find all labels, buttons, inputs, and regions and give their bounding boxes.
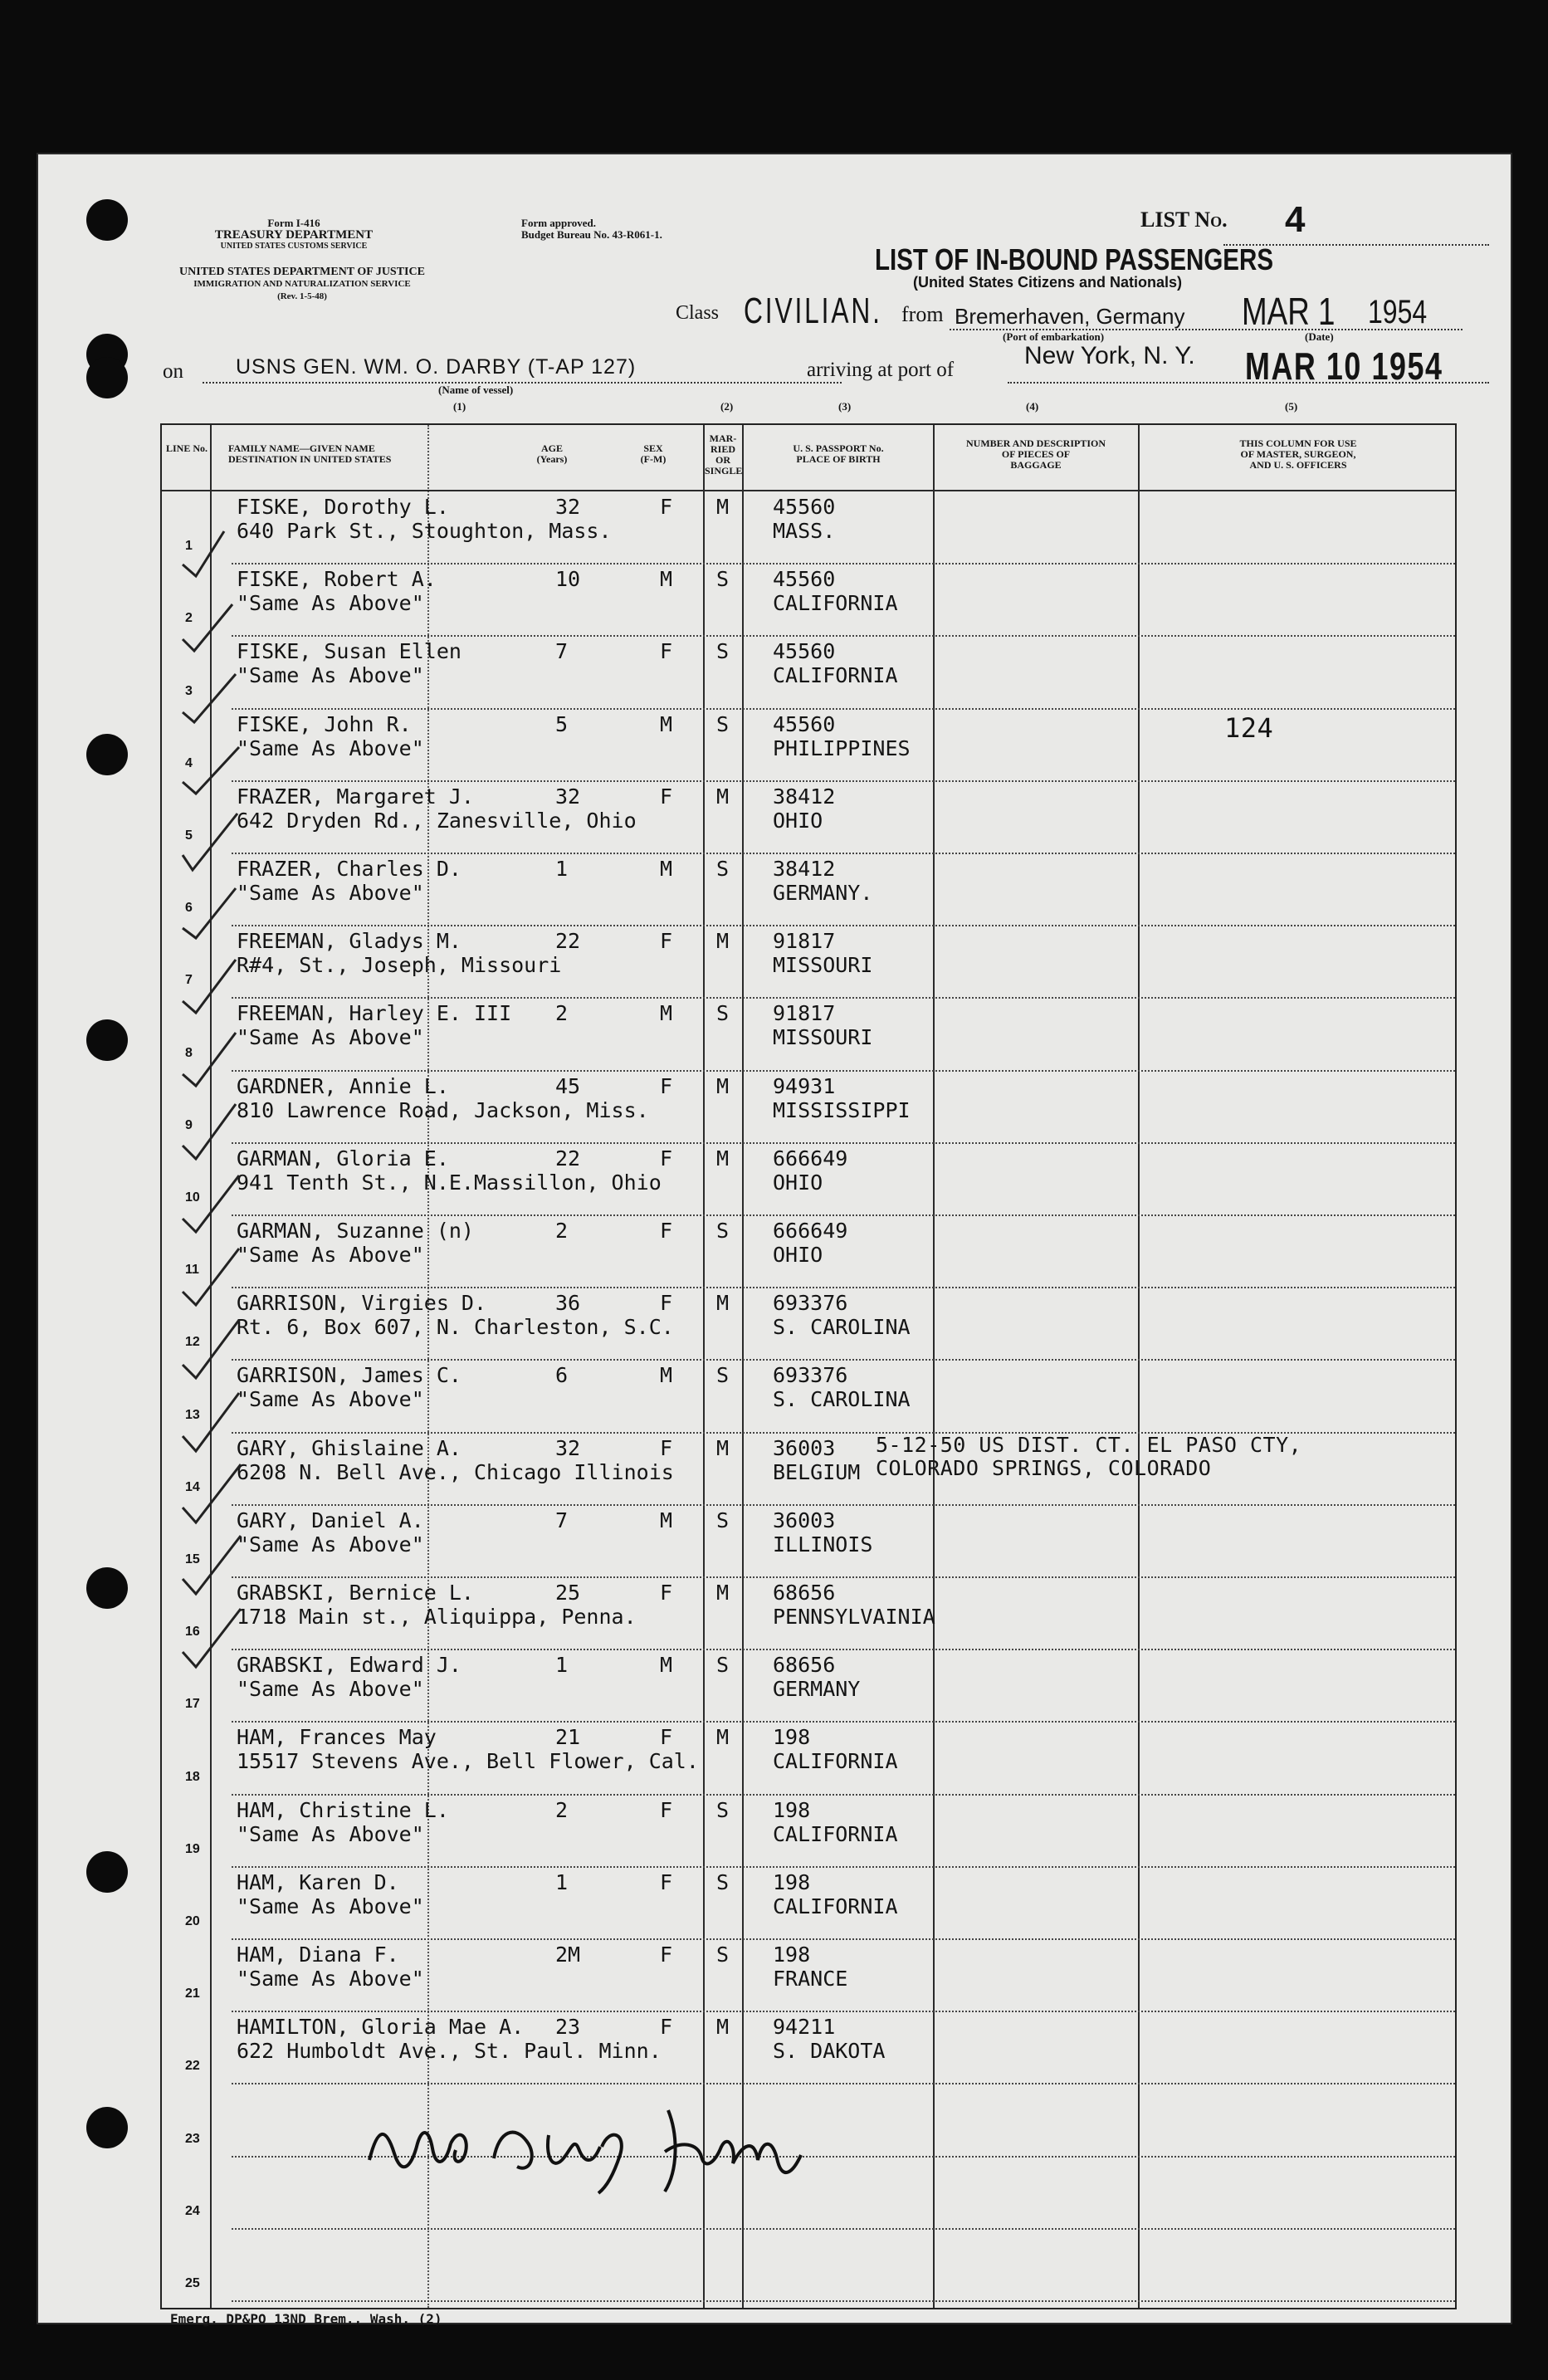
place-of-birth: FRANCE [773, 1967, 848, 1991]
table-row [162, 781, 1455, 853]
line-number: 11 [185, 1263, 199, 1278]
col-number-3: (3) [838, 400, 852, 413]
passenger-marital-status: S [716, 1508, 730, 1532]
passenger-name: HAM, Karen D. [237, 1869, 399, 1894]
binder-hole [86, 357, 128, 398]
treasury-dept: TREASURY DEPARTMENT [214, 228, 374, 242]
passport-number: 666649 [773, 1219, 848, 1243]
passenger-name: FISKE, Susan Ellen [237, 639, 461, 664]
place-of-birth: MASS. [773, 519, 836, 543]
passport-number: 91817 [773, 929, 836, 954]
form-agency-block [144, 217, 443, 252]
line-number: 19 [185, 1841, 200, 1856]
line-number: 21 [185, 1987, 200, 2001]
footer-note: Emerg. DP&PO 13ND Brem., Wash. (2) [170, 2311, 442, 2327]
passport-number: 198 [773, 1943, 811, 1967]
from-label: from [901, 302, 944, 326]
place-of-birth: S. DAKOTA [773, 2039, 886, 2064]
court-annotation-2: COLORADO SPRINGS, COLORADO [876, 1456, 1212, 1480]
place-of-birth: MISSISSIPPI [773, 1097, 911, 1122]
passenger-name: FREEMAN, Harley E. III [237, 1001, 512, 1026]
passenger-age: 25 [555, 1581, 581, 1605]
passenger-sex: M [660, 1653, 673, 1678]
table-row [162, 1071, 1455, 1143]
passport-number: 38412 [773, 784, 836, 809]
table-row [162, 1288, 1455, 1360]
passenger-marital-status: M [716, 1435, 730, 1460]
passenger-age: 32 [555, 495, 581, 519]
passenger-age: 10 [555, 567, 581, 592]
passenger-marital-status: S [716, 1943, 730, 1967]
passenger-destination: 15517 Stevens Ave., Bell Flower, Cal. [237, 1749, 699, 1774]
binder-hole [86, 1851, 128, 1893]
customs-service: UNITED STATES CUSTOMS SERVICE [220, 242, 368, 251]
passenger-marital-status: S [716, 1653, 730, 1678]
passenger-marital-status: M [716, 1146, 730, 1170]
passenger-name: GARMAN, Gloria E. [237, 1146, 449, 1170]
passenger-marital-status: M [716, 784, 730, 809]
page-title: LIST OF IN-BOUND PASSENGERS [875, 242, 1274, 276]
passenger-marital-status: S [716, 1219, 730, 1243]
arriving-label: arriving at port of [807, 359, 955, 381]
vessel-underline [203, 382, 842, 384]
place-of-birth: CALIFORNIA [773, 1749, 898, 1774]
passenger-marital-status: S [716, 639, 730, 664]
place-of-birth: MISSOURI [773, 953, 873, 978]
passenger-name: GARDNER, Annie L. [237, 1073, 449, 1098]
place-of-birth: OHIO [773, 1243, 823, 1267]
passenger-destination: "Same As Above" [237, 736, 424, 760]
passenger-sex: F [660, 1943, 673, 1967]
passenger-age: 7 [555, 639, 569, 664]
on-label: on [163, 360, 183, 383]
place-of-birth: ILLINOIS [773, 1532, 873, 1557]
passenger-age: 7 [555, 1508, 569, 1532]
row-rule [232, 2300, 1455, 2302]
passenger-name: FRAZER, Charles D. [237, 857, 461, 881]
line-number: 16 [185, 1625, 200, 1640]
line-number: 4 [185, 755, 193, 770]
passenger-age: 2 [555, 1219, 569, 1243]
form-number: Form I-416 [267, 217, 320, 229]
arrival-port: New York, N. Y. [1024, 342, 1195, 369]
table-row [162, 1867, 1455, 1939]
table-row [162, 1143, 1455, 1215]
table-row [162, 636, 1455, 708]
budget-bureau: Budget Bureau No. 43-R061-1. [521, 228, 662, 241]
passenger-destination: 6208 N. Bell Ave., Chicago Illinois [237, 1459, 674, 1484]
passenger-destination: 941 Tenth St., N.E.Massillon, Ohio [237, 1170, 662, 1195]
place-of-birth: S. CAROLINA [773, 1387, 911, 1412]
passenger-destination: 810 Lawrence Road, Jackson, Miss. [237, 1097, 649, 1122]
passenger-age: 1 [555, 857, 569, 881]
passenger-name: GRABSKI, Edward J. [237, 1653, 461, 1678]
list-no-label: LIST No. [1140, 208, 1228, 232]
passenger-destination: "Same As Above" [237, 881, 424, 905]
table-row [162, 491, 1455, 564]
table-row [162, 2229, 1455, 2301]
passenger-sex: F [660, 1435, 673, 1460]
passenger-destination: "Same As Above" [237, 663, 424, 688]
passport-number: 666649 [773, 1146, 848, 1170]
table-row [162, 2011, 1455, 2084]
line-number: 15 [185, 1552, 200, 1566]
passenger-age: 22 [555, 929, 581, 954]
place-of-birth: GERMANY. [773, 881, 873, 905]
passenger-destination: Rt. 6, Box 607, N. Charleston, S.C. [237, 1315, 674, 1340]
table-row [162, 1505, 1455, 1577]
table-row [162, 1360, 1455, 1432]
passenger-destination: "Same As Above" [237, 1243, 424, 1267]
line-number: 8 [185, 1045, 193, 1060]
line-number: 24 [185, 2203, 200, 2218]
col-number-5: (5) [1285, 400, 1298, 413]
line-number: 5 [185, 828, 193, 843]
line-number: 20 [185, 1913, 200, 1928]
passenger-destination: "Same As Above" [237, 1821, 424, 1846]
passport-number: 45560 [773, 495, 836, 519]
passport-number: 45560 [773, 711, 836, 736]
passenger-name: GRABSKI, Bernice L. [237, 1581, 474, 1605]
table-row [162, 1577, 1455, 1649]
passenger-marital-status: M [716, 495, 730, 519]
passenger-name: FISKE, Dorothy L. [237, 495, 449, 519]
passenger-marital-status: M [716, 1581, 730, 1605]
line-number: 9 [185, 1117, 193, 1132]
passenger-sex: M [660, 567, 673, 592]
passport-number: 693376 [773, 1291, 848, 1316]
line-number: 13 [185, 1407, 200, 1422]
line-number: 14 [185, 1479, 200, 1494]
passenger-marital-status: M [716, 1725, 730, 1750]
passenger-name: FISKE, Robert A. [237, 567, 437, 592]
passenger-sex: M [660, 857, 673, 881]
passenger-destination: R#4, St., Joseph, Missouri [237, 953, 562, 978]
binder-hole [86, 734, 128, 775]
line-number: 17 [185, 1697, 200, 1712]
passenger-destination: 622 Humboldt Ave., St. Paul. Minn. [237, 2039, 662, 2064]
officer-note: 124 [1224, 712, 1274, 744]
class-label: Class [676, 302, 720, 324]
passenger-name: GARMAN, Suzanne (n) [237, 1219, 474, 1243]
line-number: 10 [185, 1190, 200, 1205]
passenger-destination: 640 Park St., Stoughton, Mass. [237, 519, 612, 543]
passport-number: 68656 [773, 1581, 836, 1605]
passenger-marital-status: S [716, 1001, 730, 1026]
passport-number: 198 [773, 1725, 811, 1750]
binder-hole [86, 1019, 128, 1061]
table-row [162, 1215, 1455, 1288]
date-caption: (Date) [1305, 330, 1334, 343]
vessel-name: USNS GEN. WM. O. DARBY (T-AP 127) [236, 355, 637, 379]
passenger-age: 2M [555, 1943, 581, 1967]
table-row [162, 1939, 1455, 2011]
passenger-marital-status: M [716, 2015, 730, 2040]
from-value: Bremerhaven, Germany [955, 304, 1185, 329]
passenger-age: 2 [555, 1797, 569, 1822]
passenger-age: 21 [555, 1725, 581, 1750]
place-of-birth: CALIFORNIA [773, 591, 898, 616]
line-number: 1 [185, 539, 193, 554]
approval-block [521, 217, 662, 241]
passenger-destination: "Same As Above" [237, 591, 424, 616]
passenger-marital-status: S [716, 711, 730, 736]
passport-number: 36003 [773, 1435, 836, 1460]
passenger-destination: "Same As Above" [237, 1894, 424, 1918]
passenger-name: FREEMAN, Gladys M. [237, 929, 461, 954]
col-header-baggage: NUMBER AND DESCRIPTION OF PIECES OF BAGGAGE [965, 437, 1106, 471]
passenger-name: HAM, Frances May [237, 1725, 437, 1750]
passenger-age: 32 [555, 1435, 581, 1460]
binder-hole [86, 1567, 128, 1609]
passenger-marital-status: M [716, 929, 730, 954]
page-subtitle: (United States Citizens and Nationals) [913, 274, 1183, 291]
col-header-married: MAR- RIED OR SINGLE [705, 433, 743, 476]
form-approved: Form approved. [521, 217, 597, 229]
line-number: 18 [185, 1769, 200, 1784]
passenger-age: 23 [555, 2015, 581, 2040]
passenger-name: GARY, Daniel A. [237, 1508, 424, 1532]
table-row [162, 564, 1455, 636]
passenger-sex: M [660, 1508, 673, 1532]
court-annotation-1: 5-12-50 US DIST. CT. EL PASO CTY, [876, 1433, 1302, 1457]
passenger-sex: F [660, 1581, 673, 1605]
col-header-passport: U. S. PASSPORT No. PLACE OF BIRTH [793, 442, 884, 465]
passenger-marital-status: S [716, 1869, 730, 1894]
justice-block [86, 266, 518, 303]
passenger-sex: F [660, 929, 673, 954]
binder-hole [86, 2107, 128, 2148]
passenger-destination: "Same As Above" [237, 1025, 424, 1050]
passport-number: 38412 [773, 857, 836, 881]
passenger-sex: F [660, 495, 673, 519]
departure-year: 1954 [1368, 294, 1428, 330]
passport-number: 45560 [773, 567, 836, 592]
passport-number: 36003 [773, 1508, 836, 1532]
passport-number: 68656 [773, 1653, 836, 1678]
passenger-name: GARRISON, James C. [237, 1363, 461, 1388]
passenger-destination: "Same As Above" [237, 1387, 424, 1412]
arrival-date-stamp: MAR 10 1954 [1245, 345, 1443, 388]
passenger-age: 45 [555, 1073, 581, 1098]
passenger-destination: "Same As Above" [237, 1532, 424, 1557]
line-number: 7 [185, 973, 193, 988]
passenger-name: HAM, Diana F. [237, 1943, 399, 1967]
passport-number: 94931 [773, 1073, 836, 1098]
passenger-age: 36 [555, 1291, 581, 1316]
passenger-marital-status: S [716, 1797, 730, 1822]
line-number: 22 [185, 2059, 200, 2074]
passenger-name: HAMILTON, Gloria Mae A. [237, 2015, 525, 2040]
place-of-birth: OHIO [773, 808, 823, 833]
col-header-officers: THIS COLUMN FOR USE OF MASTER, SURGEON, AND U. S. OFFICERS [1239, 437, 1357, 471]
table-row [162, 926, 1455, 998]
place-of-birth: OHIO [773, 1170, 823, 1195]
table-row [162, 1795, 1455, 1867]
passenger-name: GARY, Ghislaine A. [237, 1435, 461, 1460]
passenger-name: FISKE, John R. [237, 711, 412, 736]
passenger-sex: M [660, 711, 673, 736]
passenger-sex: F [660, 639, 673, 664]
passport-number: 94211 [773, 2015, 836, 2040]
place-of-birth: CALIFORNIA [773, 663, 898, 688]
passenger-sex: F [660, 1725, 673, 1750]
ins-service: IMMIGRATION AND NATURALIZATION SERVICE [193, 279, 411, 289]
justice-dept: UNITED STATES DEPARTMENT OF JUSTICE [179, 266, 425, 278]
passenger-destination: "Same As Above" [237, 1967, 424, 1991]
line-number: 25 [185, 2275, 200, 2290]
col-number-2: (2) [720, 400, 734, 413]
passenger-table [160, 423, 1457, 2309]
form-revision: (Rev. 1-5-48) [277, 291, 327, 301]
passenger-age: 1 [555, 1653, 569, 1678]
col-header-sex: SEX (F-M) [640, 442, 667, 465]
port-embark-caption: (Port of embarkation) [1003, 330, 1105, 343]
passenger-marital-status: S [716, 857, 730, 881]
place-of-birth: GERMANY [773, 1677, 861, 1702]
line-number: 12 [185, 1335, 200, 1350]
passenger-marital-status: S [716, 567, 730, 592]
passenger-sex: F [660, 1146, 673, 1170]
line-number: 3 [185, 683, 193, 698]
passenger-sex: M [660, 1363, 673, 1388]
line-number: 6 [185, 901, 193, 916]
passenger-sex: F [660, 2015, 673, 2040]
line-number: 2 [185, 611, 193, 626]
passenger-age: 5 [555, 711, 569, 736]
place-of-birth: PENNSYLVAINIA [773, 1605, 935, 1629]
passenger-age: 22 [555, 1146, 581, 1170]
passenger-sex: M [660, 1001, 673, 1026]
passenger-marital-status: M [716, 1291, 730, 1316]
passenger-sex: F [660, 1797, 673, 1822]
passenger-destination: 642 Dryden Rd., Zanesville, Ohio [237, 808, 637, 833]
passenger-age: 32 [555, 784, 581, 809]
passenger-age: 6 [555, 1363, 569, 1388]
passenger-age: 1 [555, 1869, 569, 1894]
class-value: CIVILIAN. [744, 291, 882, 331]
list-no-value: 4 [1285, 199, 1306, 240]
col-header-line-no: LINE No. [165, 442, 208, 454]
passport-number: 198 [773, 1869, 811, 1894]
passenger-destination: "Same As Above" [237, 1677, 424, 1702]
place-of-birth: S. CAROLINA [773, 1315, 911, 1340]
col-header-age: AGE (Years) [536, 442, 568, 465]
line-number: 23 [185, 2131, 200, 2146]
passenger-name: FRAZER, Margaret J. [237, 784, 474, 809]
col-number-4: (4) [1026, 400, 1039, 413]
place-of-birth: BELGIUM [773, 1459, 861, 1484]
binder-hole [86, 199, 128, 241]
passenger-age: 2 [555, 1001, 569, 1026]
place-of-birth: CALIFORNIA [773, 1894, 898, 1918]
table-row [162, 1649, 1455, 1722]
col-header-name: FAMILY NAME—GIVEN NAME DESTINATION IN UNITED STATES [228, 442, 392, 465]
place-of-birth: MISSOURI [773, 1025, 873, 1050]
passport-number: 693376 [773, 1363, 848, 1388]
place-of-birth: CALIFORNIA [773, 1821, 898, 1846]
passenger-marital-status: M [716, 1073, 730, 1098]
passenger-marital-status: S [716, 1363, 730, 1388]
passenger-sex: F [660, 784, 673, 809]
table-row [162, 998, 1455, 1070]
table-row [162, 853, 1455, 926]
passenger-destination: 1718 Main st., Aliquippa, Penna. [237, 1605, 637, 1629]
passenger-name: GARRISON, Virgies D. [237, 1291, 487, 1316]
inspector-signature [353, 2094, 867, 2202]
passenger-sex: F [660, 1073, 673, 1098]
passport-number: 45560 [773, 639, 836, 664]
tally-checkmarks [149, 498, 274, 1743]
place-of-birth: PHILIPPINES [773, 736, 911, 760]
passenger-name: HAM, Christine L. [237, 1797, 449, 1822]
table-row [162, 1722, 1455, 1794]
departure-date: MAR 1 [1242, 290, 1336, 333]
passenger-sex: F [660, 1219, 673, 1243]
col-number-1: (1) [453, 400, 466, 413]
passport-number: 198 [773, 1797, 811, 1822]
passenger-sex: F [660, 1869, 673, 1894]
vessel-caption: (Name of vessel) [438, 384, 514, 396]
passenger-sex: F [660, 1291, 673, 1316]
passport-number: 91817 [773, 1001, 836, 1026]
